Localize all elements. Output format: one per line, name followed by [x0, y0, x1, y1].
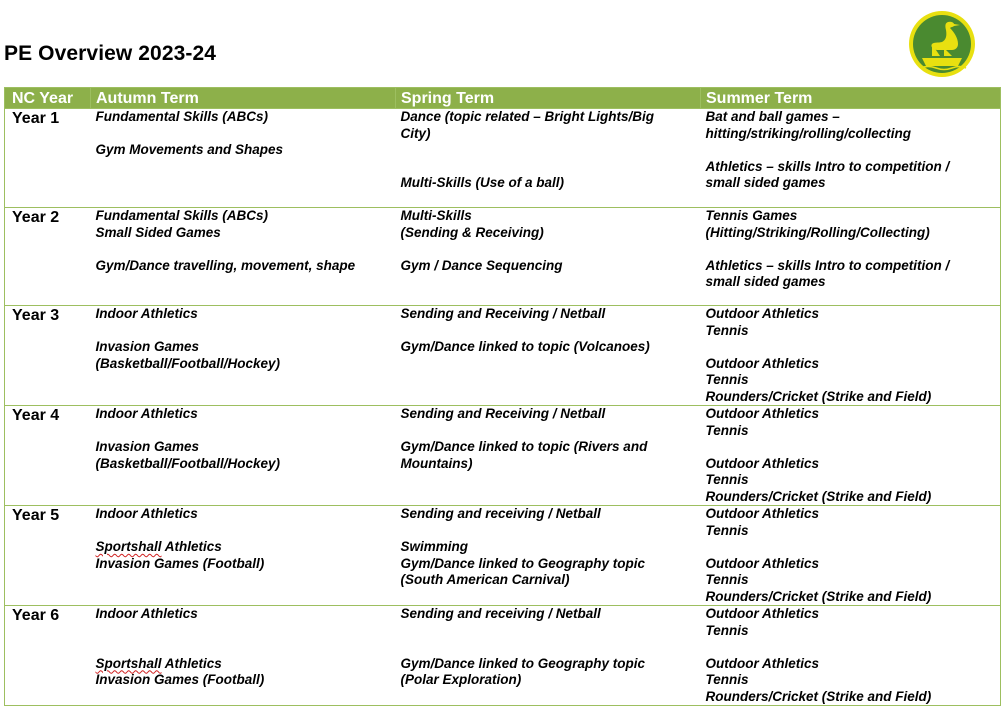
- activity-line: Sending and Receiving / Netball: [400, 306, 606, 321]
- activity-line: [96, 523, 391, 540]
- table-row: [5, 208, 1001, 306]
- table-row: [5, 406, 1001, 506]
- activity-line: Sportshall Athletics: [95, 539, 222, 554]
- activity-line: Gym / Dance Sequencing: [400, 257, 563, 273]
- activity-line: [401, 423, 696, 440]
- year-cell: Year 3: [5, 306, 91, 406]
- activity-line: (Polar Exploration): [400, 672, 522, 687]
- header-spring-term: Spring Term: [396, 88, 701, 109]
- activity-line: Gym/Dance linked to topic (Rivers and: [400, 439, 648, 454]
- activity-line: Rounders/Cricket (Strike and Field): [705, 388, 932, 404]
- activity-line: [401, 523, 696, 540]
- activity-line: [96, 126, 391, 143]
- activity-line: [401, 159, 696, 176]
- autumn-term-cell: [91, 606, 396, 706]
- pe-overview-table: [4, 87, 1001, 706]
- activity-line: Sending and Receiving / Netball: [400, 406, 606, 421]
- activity-line: Outdoor Athletics: [705, 355, 819, 371]
- header-nc-year: NC Year: [5, 88, 91, 109]
- activity-line: Tennis: [705, 672, 749, 687]
- activity-line: [706, 339, 996, 356]
- spellcheck-flagged-word: Sportshall: [95, 655, 162, 671]
- activity-line: [96, 423, 391, 440]
- activity-line: Fundamental Skills (ABCs): [95, 109, 269, 124]
- header-autumn-term: Autumn Term: [91, 88, 396, 109]
- activity-line: Tennis: [705, 572, 749, 587]
- activity-line: [401, 623, 696, 640]
- activity-line: Multi-Skills (Use of a ball): [400, 175, 565, 190]
- autumn-term-cell: [91, 208, 396, 306]
- activity-line: Invasion Games (Football): [95, 555, 265, 571]
- activity-line: Multi-Skills: [400, 208, 472, 223]
- spring-term-cell: [396, 109, 701, 208]
- summer-term-cell: [701, 208, 1001, 306]
- activity-line: (Basketball/Football/Hockey): [95, 355, 281, 371]
- autumn-term-cell: [91, 306, 396, 406]
- activity-line: hitting/striking/rolling/collecting: [705, 125, 911, 141]
- summer-term-cell: [701, 506, 1001, 606]
- spring-term-cell: [396, 406, 701, 506]
- table-row: [5, 606, 1001, 706]
- spring-term-cell: [396, 506, 701, 606]
- activity-line: [706, 142, 996, 159]
- activity-line: Outdoor Athletics: [705, 455, 819, 471]
- activity-line: Athletics – skills Intro to competition /: [705, 257, 950, 273]
- activity-line: Sportshall Athletics: [95, 655, 222, 671]
- activity-line: [401, 323, 696, 340]
- activity-line: Tennis: [705, 472, 749, 487]
- spring-term-cell: [396, 606, 701, 706]
- activity-line: Indoor Athletics: [95, 506, 198, 521]
- activity-line: [706, 639, 996, 656]
- autumn-term-cell: [91, 406, 396, 506]
- activity-line: Outdoor Athletics: [705, 306, 819, 321]
- activity-line: [96, 241, 391, 258]
- year-cell: Year 6: [5, 606, 91, 706]
- activity-line: Tennis: [705, 422, 749, 438]
- activity-line: Indoor Athletics: [95, 306, 198, 321]
- activity-line: Outdoor Athletics: [705, 655, 819, 671]
- activity-line: Athletics – skills Intro to competition /: [705, 158, 950, 174]
- summer-term-cell: [701, 109, 1001, 208]
- activity-line: City): [400, 125, 431, 141]
- activity-line: Small Sided Games: [95, 224, 221, 240]
- activity-line: [96, 623, 391, 640]
- header-summer-term: Summer Term: [701, 88, 1001, 109]
- activity-line: Outdoor Athletics: [705, 555, 819, 571]
- activity-line: Dance (topic related – Bright Lights/Big: [400, 109, 655, 124]
- activity-line: [96, 323, 391, 340]
- summer-term-cell: [701, 406, 1001, 506]
- activity-line: Invasion Games: [95, 339, 200, 354]
- activity-line: [401, 639, 696, 656]
- activity-line: Tennis: [705, 522, 749, 538]
- table-row: [5, 306, 1001, 406]
- activity-line: Tennis: [705, 322, 749, 338]
- activity-line: Invasion Games: [95, 439, 200, 454]
- summer-term-cell: [701, 306, 1001, 406]
- activity-line: Sending and receiving / Netball: [400, 506, 601, 521]
- autumn-term-cell: [91, 109, 396, 208]
- activity-line: [706, 439, 996, 456]
- activity-line: (South American Carnival): [400, 572, 570, 587]
- table-row: [5, 109, 1001, 208]
- activity-line: Tennis: [705, 622, 749, 638]
- activity-line: Swimming: [400, 539, 469, 554]
- activity-line: Bat and ball games –: [705, 109, 840, 124]
- activity-line: [401, 142, 696, 159]
- activity-line: [706, 241, 996, 258]
- activity-line: Rounders/Cricket (Strike and Field): [705, 688, 932, 704]
- table-header-row: [5, 88, 1001, 109]
- activity-line: Rounders/Cricket (Strike and Field): [705, 588, 932, 604]
- activity-line: Gym/Dance linked to topic (Volcanoes): [400, 339, 650, 354]
- activity-line: Outdoor Athletics: [705, 606, 819, 621]
- activity-line: Outdoor Athletics: [705, 506, 819, 521]
- activity-line: small sided games: [705, 175, 826, 190]
- activity-line: (Hitting/Striking/Rolling/Collecting): [705, 224, 930, 240]
- activity-line: Fundamental Skills (ABCs): [95, 208, 269, 223]
- activity-line: Invasion Games (Football): [95, 672, 265, 687]
- activity-line: Indoor Athletics: [95, 406, 198, 421]
- activity-line: Gym/Dance linked to Geography topic: [400, 655, 646, 671]
- activity-line: [96, 639, 391, 656]
- activity-line: [706, 539, 996, 556]
- activity-line: [401, 241, 696, 258]
- activity-line: Tennis Games: [705, 208, 798, 223]
- year-cell: Year 1: [5, 109, 91, 208]
- spellcheck-flagged-word: Sportshall: [95, 539, 162, 554]
- autumn-term-cell: [91, 506, 396, 606]
- year-cell: Year 5: [5, 506, 91, 606]
- table-row: [5, 506, 1001, 606]
- year-cell: Year 4: [5, 406, 91, 506]
- page-title: PE Overview 2023-24: [4, 42, 217, 65]
- spring-term-cell: [396, 306, 701, 406]
- activity-line: Indoor Athletics: [95, 606, 198, 621]
- activity-line: Rounders/Cricket (Strike and Field): [705, 488, 932, 504]
- activity-line: Gym Movements and Shapes: [95, 142, 284, 157]
- activity-line: Gym/Dance travelling, movement, shape: [95, 257, 356, 273]
- activity-line: Outdoor Athletics: [705, 406, 819, 421]
- activity-line: Tennis: [705, 372, 749, 387]
- activity-line: small sided games: [705, 274, 826, 289]
- year-cell: Year 2: [5, 208, 91, 306]
- activity-line: Gym/Dance linked to Geography topic: [400, 555, 646, 571]
- activity-line: Mountains): [400, 455, 473, 471]
- activity-line: (Basketball/Football/Hockey): [95, 455, 281, 471]
- summer-term-cell: [701, 606, 1001, 706]
- activity-line: Sending and receiving / Netball: [400, 606, 601, 621]
- spring-term-cell: [396, 208, 701, 306]
- activity-line: (Sending & Receiving): [400, 224, 544, 240]
- bird-and-ship-crest-icon: [908, 10, 976, 78]
